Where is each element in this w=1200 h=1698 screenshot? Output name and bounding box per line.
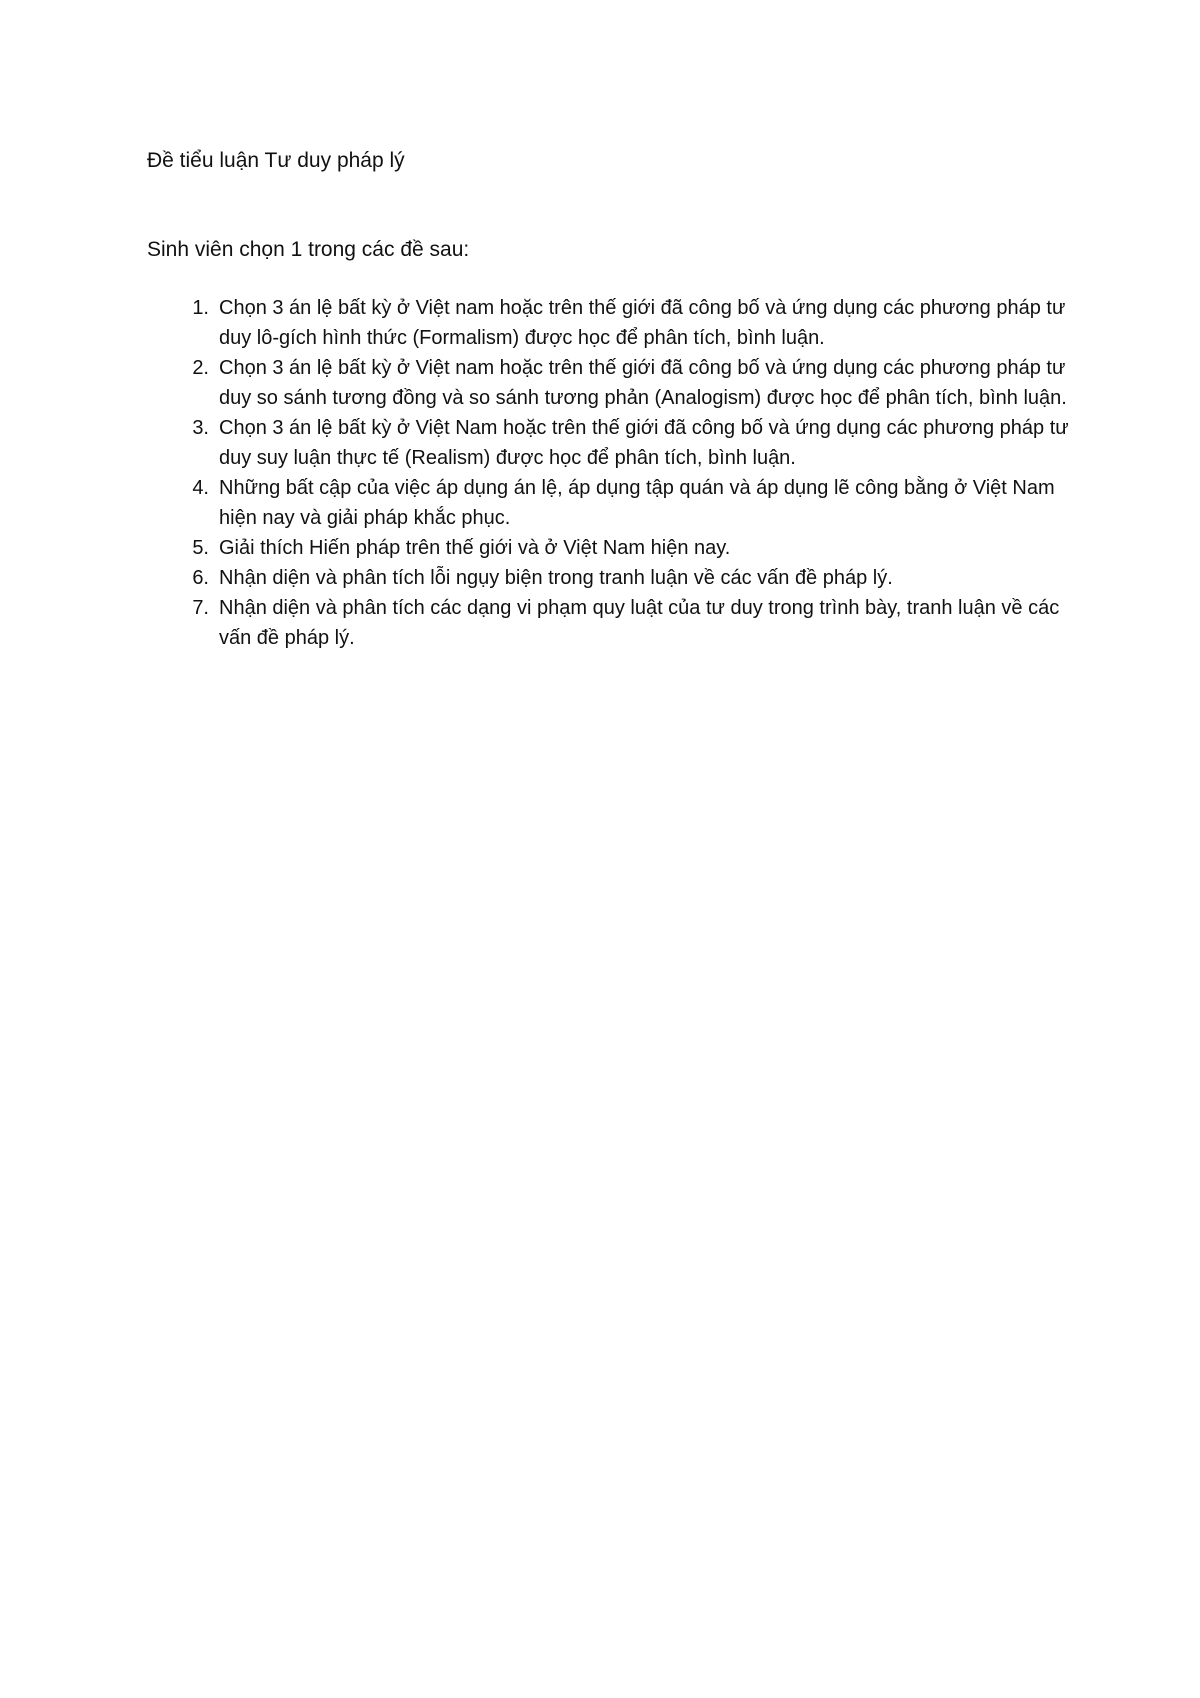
topic-number: 1. bbox=[192, 297, 209, 319]
topic-item bbox=[147, 413, 1077, 473]
topic-item bbox=[147, 563, 1077, 593]
topic-text: Chọn 3 án lệ bất kỳ ở Việt nam hoặc trên thế giới đã công bố và ứng dụng các phương pháp tư duy so sánh tương đồng và so sánh tương phản (Analogism) được học để phân tích, bình luận. bbox=[219, 357, 1067, 409]
document-title: Đề tiểu luận Tư duy pháp lý bbox=[147, 149, 405, 172]
topic-text: Nhận diện và phân tích các dạng vi phạm quy luật của tư duy trong trình bày, tranh luận về các vấn đề pháp lý. bbox=[219, 597, 1060, 649]
document-intro: Sinh viên chọn 1 trong các đề sau: bbox=[147, 238, 470, 261]
topic-item bbox=[147, 353, 1077, 413]
topic-text: Giải thích Hiến pháp trên thế giới và ở Việt Nam hiện nay. bbox=[219, 537, 731, 559]
topic-number: 2. bbox=[192, 357, 209, 379]
topic-number: 6. bbox=[192, 567, 209, 589]
topic-number: 4. bbox=[192, 477, 209, 499]
topic-number: 3. bbox=[192, 417, 209, 439]
topic-item bbox=[147, 293, 1077, 353]
topic-list bbox=[147, 293, 1077, 653]
topic-text: Những bất cập của việc áp dụng án lệ, áp dụng tập quán và áp dụng lẽ công bằng ở Việt Nam hiện nay và giải pháp khắc phục. bbox=[219, 477, 1055, 529]
topic-text: Chọn 3 án lệ bất kỳ ở Việt Nam hoặc trên thế giới đã công bố và ứng dụng các phương pháp tư duy suy luận thực tế (Realism) được học để phân tích, bình luận. bbox=[219, 417, 1069, 469]
topic-text: Nhận diện và phân tích lỗi ngụy biện trong tranh luận về các vấn đề pháp lý. bbox=[219, 567, 893, 589]
topic-number: 7. bbox=[192, 597, 209, 619]
topic-number: 5. bbox=[192, 537, 209, 559]
topic-item bbox=[147, 593, 1077, 653]
topic-text: Chọn 3 án lệ bất kỳ ở Việt nam hoặc trên thế giới đã công bố và ứng dụng các phương pháp tư duy lô-gích hình thức (Formalism) được học để phân tích, bình luận. bbox=[219, 297, 1066, 349]
topic-item bbox=[147, 473, 1077, 533]
topic-item bbox=[147, 533, 1077, 563]
